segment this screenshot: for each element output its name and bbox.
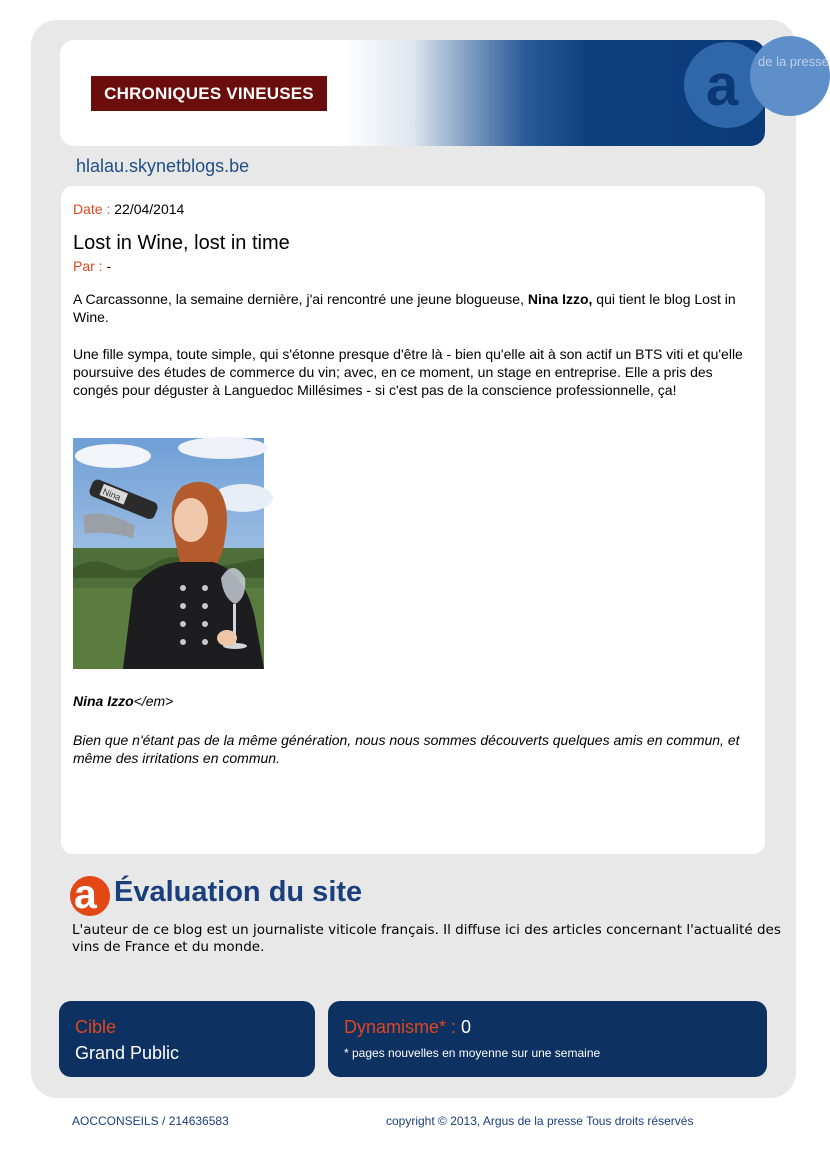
header-banner — [60, 40, 829, 146]
article-author — [73, 258, 111, 274]
article-paragraph-3: Bien que n'étant pas de la même génération, nous nous sommes découverts quelques amis en commun, et même des irritations en commun. — [73, 732, 740, 766]
dynamism-value: 0 — [461, 1017, 472, 1037]
blogger-name: Nina Izzo, — [527, 291, 593, 307]
article-paragraph-2: Une fille sympa, toute simple, qui s'étonne presque d'être là - bien qu'elle ait à son actif un BTS viti et qu'elle poursuive des études de commerce du vin; avec, en ce moment, un stage en entreprise. Elle a pris des congés pour déguster à Languedoc Millésimes - si c'est pas de la conscience professionnelle, ça! — [73, 346, 743, 398]
site-logo[interactable]: CHRONIQUES VINEUSES — [91, 76, 327, 111]
photo-caption: Nina Izzo</em> — [73, 693, 174, 709]
site-url-link[interactable]: hlalau.skynetblogs.be — [76, 156, 250, 176]
date-label: Date : — [73, 201, 111, 217]
dynamism-box — [328, 1001, 767, 1077]
article-date — [73, 201, 184, 217]
footer-copyright: copyright © 2013, Argus de la presse Tous droits réservés — [386, 1114, 694, 1128]
target-label: Cible — [75, 1017, 117, 1037]
photo-illustration — [73, 438, 264, 669]
evaluation-title: Évaluation du site — [114, 876, 363, 908]
dynamism-label: Dynamisme* : — [344, 1017, 457, 1037]
footer-account: AOCCONSEILS / 214636583 — [72, 1114, 229, 1128]
author-value: - — [106, 258, 112, 274]
argus-emblem-secondary: de la presse — [750, 36, 830, 116]
target-value: Grand Public — [75, 1043, 180, 1063]
bottle-label: Nina — [101, 486, 123, 503]
argus-logo-icon: a — [70, 876, 110, 916]
article-title: Lost in Wine, lost in time — [73, 232, 290, 254]
evaluation-text: L'auteur de ce blog est un journaliste viticole français. Il diffuse ici des articles concernant l'actualité des vins de France et du monde. — [72, 922, 781, 955]
target-box — [59, 1001, 315, 1077]
article-photo — [73, 438, 264, 669]
article-paragraph-1: A Carcassonne, la semaine dernière, j'ai rencontré une jeune blogueuse, Nina Izzo, qui tient le blog Lost in Wine. — [73, 291, 736, 325]
dynamism-note: * pages nouvelles en moyenne sur une semaine — [344, 1046, 601, 1060]
date-value: 22/04/2014 — [114, 201, 185, 217]
author-label: Par : — [73, 258, 103, 274]
article-card — [61, 186, 765, 854]
caption-name: Nina Izzo — [73, 693, 134, 709]
argus-emblem: a — [684, 42, 770, 128]
dynamism-heading — [344, 1017, 471, 1038]
